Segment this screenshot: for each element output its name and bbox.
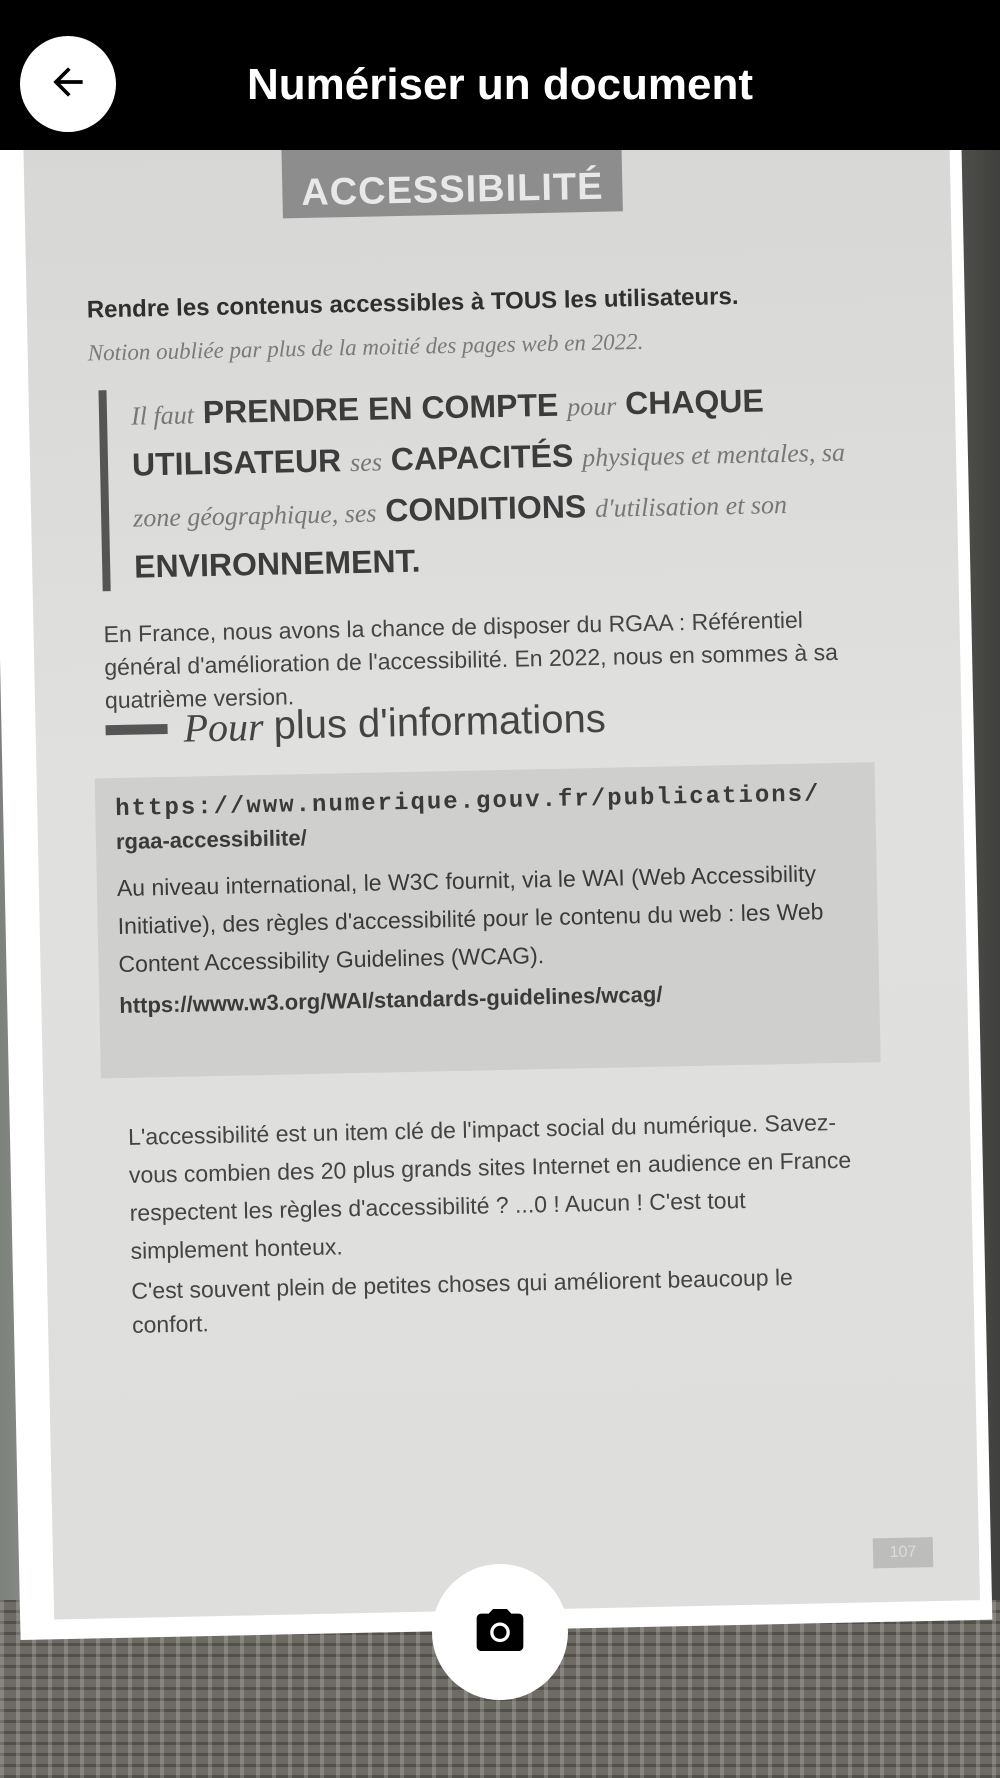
- rgaa-url: https://www.numerique.gouv.fr/publications/: [114, 781, 821, 824]
- quote-word: ENVIRONNEMENT.: [133, 542, 421, 585]
- quote-word: ses: [349, 447, 383, 478]
- quote-word: CAPACITÉS: [390, 437, 574, 478]
- quote-word: pour: [566, 391, 617, 422]
- wcag-paragraph: Au niveau international, le W3C fournit, via le WAI (Web Accessibility Initiative), des règles d'accessibilité pour le contenu du web : les Web Content Accessibility Guidelines (WCAG).: [116, 860, 824, 978]
- scanned-document-page: [22, 60, 980, 1619]
- quote-word: d'utilisation et son: [594, 489, 788, 523]
- top-app-bar: [0, 0, 1000, 150]
- section-title: ACCESSIBILITÉ: [281, 131, 623, 218]
- intro-paragraph: En France, nous avons la chance de disposer du RGAA : Référentiel général d'amélioration de l'accessibilité. En 2022, nous en sommes à sa quatrième version.: [103, 606, 839, 714]
- pull-quote: [98, 374, 874, 591]
- camera-icon: [472, 1602, 528, 1663]
- closing-paragraph: L'accessibilité est un item clé de l'impact social du numérique. Savez-vous combien des 20 plus grands sites Internet en audience en France respectent les règles d'accessibilité ? ...0 ! Aucun ! C'est tout simplement honteux.: [127, 1109, 852, 1264]
- quote-word: Il faut: [130, 400, 195, 431]
- screen-title: Numériser un document: [246, 60, 754, 109]
- rgaa-url-continued: rgaa-accessibilite/: [115, 825, 307, 855]
- more-info-text: plus d'informations: [273, 696, 607, 748]
- arrow-left-icon: [46, 60, 90, 109]
- quote-word: physiques et mentales, sa zone géographique, ses: [132, 437, 846, 533]
- quote-word: PRENDRE EN COMPTE: [202, 386, 559, 431]
- lead-sentence: Rendre les contenus accessibles à TOUS les utilisateurs.: [86, 282, 739, 324]
- closing-paragraph-2: C'est souvent plein de petites choses qui améliorent beaucoup le confort.: [131, 1263, 794, 1338]
- page-number: 107: [873, 1537, 934, 1568]
- capture-button[interactable]: [432, 1564, 568, 1700]
- back-button[interactable]: [20, 36, 116, 132]
- heading-dash: [105, 723, 167, 734]
- lead-note: Notion oubliée par plus de la moitié des pages web en 2022.: [87, 328, 644, 366]
- more-info-italic: Pour: [183, 703, 265, 751]
- wcag-url: https://www.w3.org/WAI/standards-guidelines/wcag/: [119, 981, 663, 1019]
- quote-word: CHAQUE UTILISATEUR: [131, 382, 765, 483]
- info-box: [95, 762, 881, 1078]
- quote-word: CONDITIONS: [384, 488, 587, 529]
